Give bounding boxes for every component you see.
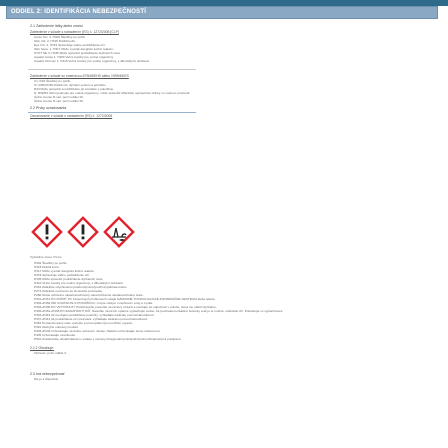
classification-line: Aquatic Acute 1, H400 Veľmi toxický pre vodné organizmy. <box>34 55 114 59</box>
precautionary-statement: P273 Zabráňte uvoľneniu do životného prostredia. <box>34 289 103 293</box>
classification-line: Úplné znenie H-viet: pozri oddiel 16. <box>34 99 84 103</box>
classification-line: STOT SE 3, H335 Môže spôsobiť podráždenie dýchacích ciest. <box>34 51 121 55</box>
precautionary-statement: P301+P312 PO POŽITÍ: Pri zdravotných problémoch volajte NÁRODNÉ TOXIKOLOGICKÉ INFORMAČNÉ CENTRUM alebo lekára. <box>34 297 216 301</box>
precautionary-statement: P280 Noste ochranné rukavice/ochranný odev/ochranné okuliare/ochranu tváre. <box>34 293 144 297</box>
section-2-1b-subtitle: Zatriedenie v súlade so smernicou 67/548/EHS alebo 1999/45/ES <box>30 74 129 78</box>
precautionary-statement: P302+P352 PRI KONTAKTE S POKOŽKOU: Umyte veľkým množstvom vody a mydla. <box>34 301 153 305</box>
classification-line: Úplné znenie R-viet: pozri oddiel 16. <box>34 95 84 99</box>
exclamation-mark-pictogram <box>66 215 100 249</box>
classification-line: N; R50/53 Veľmi jedovatý pre vodné organizmy, môže spôsobiť dlhodobé nepriaznivé účinky vo vodnom prostredí. <box>34 91 191 95</box>
classification-line: R43 Môže spôsobiť senzibilizáciu pri kontakte s pokožkou. <box>34 87 115 91</box>
precautionary-statement: P405 Uchovávajte uzamknuté. <box>34 333 76 337</box>
hazard-statement: H317 Môže vyvolať alergickú kožnú reakciu. <box>34 269 95 273</box>
precautionary-statement: P305+P351+P338 PO ZASIAHNUTÍ OČÍ: Niekoľko minút ich opatrne vyplachujte vodou. Ak používate kontaktné šošovky a ak je to možné, odstráňte ich. Pokračujte vo vyplachovaní. <box>34 309 284 313</box>
classification-line: Eye Irrit. 2, H319 Spôsobuje vážne podráždenie očí. <box>34 43 106 47</box>
divider <box>28 112 196 113</box>
divider <box>28 69 196 70</box>
precautionary-statement: P391 Zachyťte uniknutý produkt. <box>34 325 79 329</box>
classification-line: Acute Tox. 4, H302 Škodlivý po požití. <box>34 35 86 39</box>
section-header-title: ODDIEL 2: IDENTIFIKÁCIA NEBEZPEČNOSTÍ <box>11 9 147 15</box>
hazard-statement: H335 Môže spôsobiť podráždenie dýchacích ciest. <box>34 277 104 281</box>
hazard-statement: H302 Škodlivý po požití. <box>34 261 68 265</box>
precautionary-statement: P332+P313 Ak sa objaví podráždenie pokožky: vyhľadajte lekársku pomoc/starostlivosť. <box>34 313 155 317</box>
hazard-pictograms <box>30 215 140 249</box>
classification-line: Aquatic Chronic 1, H410 Veľmi toxický pre vodné organizmy, s dlhodobými účinkami. <box>34 59 150 63</box>
classification-line: Skin Sens. 1, H317 Môže vyvolať alergickú kožnú reakciu. <box>34 47 114 51</box>
hazard-statement: H315 Dráždi kožu. <box>34 265 60 269</box>
precautionary-statement: P362 Kontaminovaný odev vyzlečte a pred opätovným použitím vyperte. <box>34 321 134 325</box>
exclamation-mark-pictogram <box>30 215 64 249</box>
signal-word: Výstražné slovo: Pozor <box>30 255 62 259</box>
precautionary-statement: P261 Zabráňte vdychovaniu prachu/dymu/plynu/hmly/pár/aerosólov. <box>34 285 128 289</box>
hazard-statement: H319 Spôsobuje vážne podráždenie očí. <box>34 273 90 277</box>
precautionary-statement: P403+P233 Uchovávajte na dobre vetranom mieste. Nádobu uchovávajte tesne uzatvorenú. <box>34 329 161 333</box>
precautionary-statement: P337+P313 Ak podráždenie očí pretrváva: vyhľadajte lekársku pomoc/starostlivosť. <box>34 317 148 321</box>
precautionary-statement: P304+P340 PO VDÝCHNUTÍ: Postihnutého presuňte na čerstvý vzduch a nechajte ho odpočívať v polohe, ktorá mu uľahčí dýchanie. <box>34 305 217 309</box>
section-header <box>6 6 438 19</box>
contains-line: Zloženie: pozri oddiel 3. <box>34 351 67 355</box>
section-2-1-subtitle: Zatriedenie v súlade s nariadením (ES) č. 1272/2008 [CLP] <box>30 30 119 34</box>
other-hazards-line: Nie je k dispozícii. <box>34 377 59 381</box>
classification-line: Skin Irrit. 2, H315 Dráždi kožu. <box>34 39 76 43</box>
section-2-3-title: 2.3 Iná nebezpečnosť <box>30 372 65 376</box>
section-2-2-title: 2.2 Prvky označovania <box>30 106 67 110</box>
section-2-2-2-subtitle: 2.2.2 Obsahuje: <box>30 346 54 350</box>
classification-line: Xi; R36/37/38 Dráždi oči, dýchací systém a pokožku. <box>34 83 107 87</box>
section-2-1-title: 2.1 Zatriedenie látky alebo zmesi <box>30 24 83 28</box>
precautionary-statement: P501 Zneškodnite obsah/nádobu v súlade s miestnymi/regionálnymi/národnými/medzinárodnými predpismi. <box>34 337 182 341</box>
hazard-statement: H410 Veľmi toxický pre vodné organizmy, s dlhodobými účinkami. <box>34 281 124 285</box>
classification-line: Xn; R22 Škodlivý po požití. <box>34 79 71 83</box>
section-2-2-subtitle: Označovanie v súlade s nariadením (ES) č. 1272/2008 <box>30 114 113 118</box>
environment-pictogram <box>102 215 136 249</box>
